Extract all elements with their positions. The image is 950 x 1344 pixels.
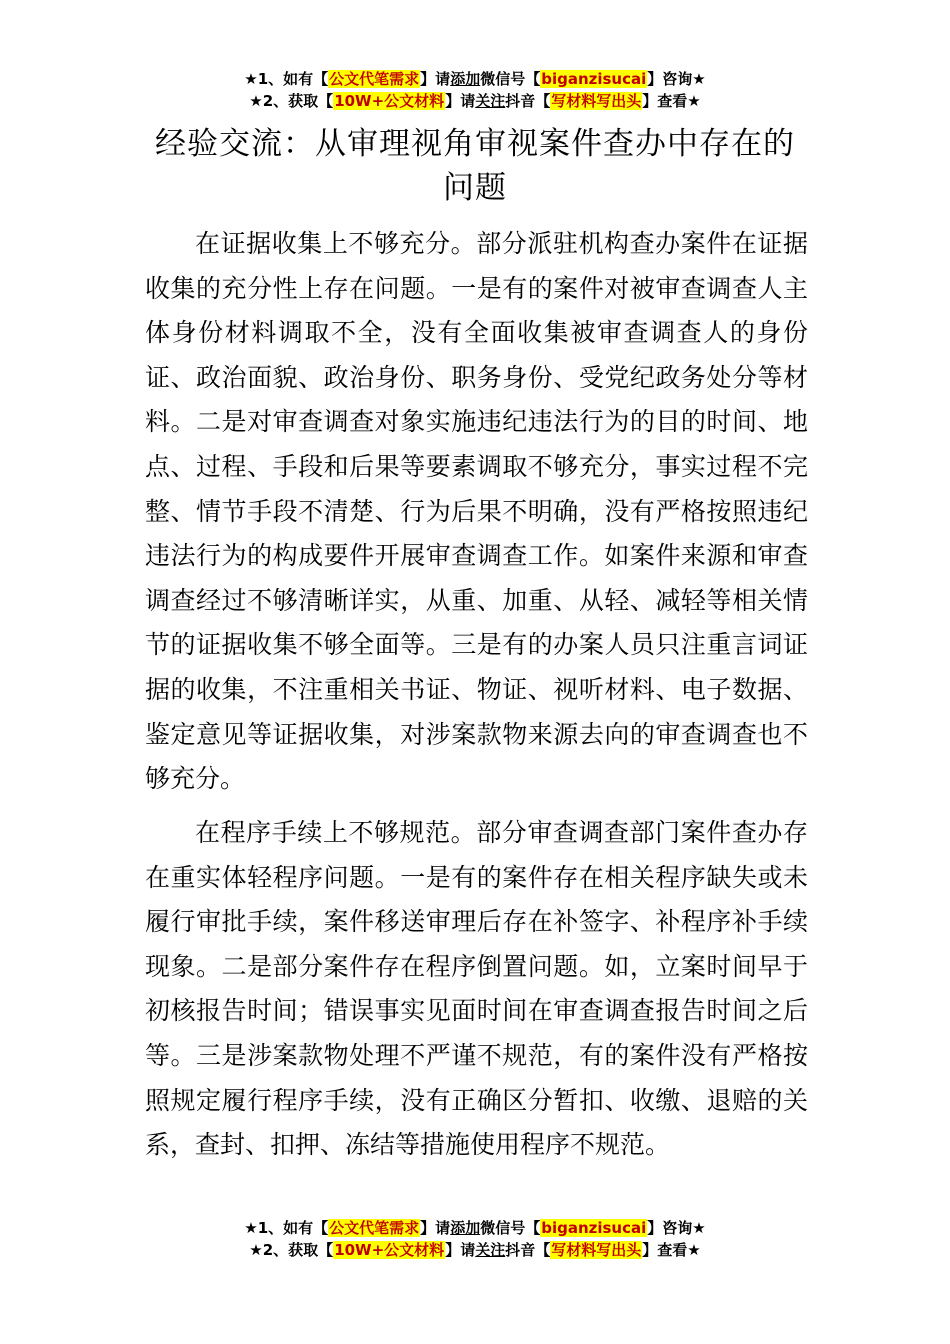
- highlight-text: 10W+公文材料: [334, 92, 445, 110]
- banner-text: ★1、如有【: [244, 1219, 329, 1237]
- banner-line-1: [0, 68, 950, 90]
- banner-text: 】请: [420, 1219, 451, 1237]
- banner-text: 微信号【: [480, 70, 541, 88]
- highlight-text: 公文代笔需求: [329, 70, 420, 88]
- wechat-id-highlight: biganzisucai: [541, 70, 647, 88]
- banner-line-2: [0, 90, 950, 112]
- banner-text: 】查看★: [642, 92, 701, 110]
- underlined-text: 添加: [450, 1219, 481, 1237]
- document-title: 经验交流：从审理视角审视案件查办中存在的问题: [155, 126, 795, 206]
- banner-text: 】查看★: [642, 1241, 701, 1259]
- footer-banner: [0, 1217, 950, 1261]
- banner-text: 抖音【: [505, 92, 551, 110]
- banner-line-2: [0, 1239, 950, 1261]
- underlined-text: 关注: [475, 1241, 506, 1259]
- banner-text: 】咨询★: [647, 70, 706, 88]
- douyin-id-highlight: 写材料写出头: [551, 92, 642, 110]
- banner-text: 微信号【: [480, 1219, 541, 1237]
- banner-text: 】请: [445, 92, 476, 110]
- body-paragraph-evidence: 在证据收集上不够充分。部分派驻机构查办案件在证据收集的充分性上存在问题。一是有的案件对被审查调查人主体身份材料调取不全，没有全面收集被审查调查人的身份证、政治面貌、政治身份、职务身份、受党纪政务处分等材料。二是对审查调查对象实施违纪违法行为的目的时间、地点、过程、手段和后果等要素调取不够充分，事实过程不完整、情节手段不清楚、行为后果不明确，没有严格按照违纪违法行为的构成要件开展审查调查工作。如案件来源和审查调查经过不够清晰详实，从重、加重、从轻、减轻等相关情节的证据收集不够全面等。三是有的办案人员只注重言词证据的收集，不注重相关书证、物证、视听材料、电子数据、鉴定意见等证据收集，对涉案款物来源去向的审查调查也不够充分。: [145, 229, 808, 794]
- highlight-text: 公文代笔需求: [329, 1219, 420, 1237]
- banner-text: ★2、获取【: [249, 92, 334, 110]
- banner-text: ★2、获取【: [249, 1241, 334, 1259]
- wechat-id-highlight: biganzisucai: [541, 1219, 647, 1237]
- banner-text: ★1、如有【: [244, 70, 329, 88]
- underlined-text: 关注: [475, 92, 506, 110]
- banner-text: 抖音【: [505, 1241, 551, 1259]
- highlight-text: 10W+公文材料: [334, 1241, 445, 1259]
- banner-line-1: [0, 1217, 950, 1239]
- douyin-id-highlight: 写材料写出头: [551, 1241, 642, 1259]
- banner-text: 】请: [420, 70, 451, 88]
- banner-text: 】咨询★: [647, 1219, 706, 1237]
- underlined-text: 添加: [450, 70, 481, 88]
- banner-text: 】请: [445, 1241, 476, 1259]
- body-paragraph-procedure: 在程序手续上不够规范。部分审查调查部门案件查办存在重实体轻程序问题。一是有的案件存在相关程序缺失或未履行审批手续，案件移送审理后存在补签字、补程序补手续现象。二是部分案件存在程序倒置问题。如，立案时间早于初核报告时间；错误事实见面时间在审查调查报告时间之后等。三是涉案款物处理不严谨不规范，有的案件没有严格按照规定履行程序手续，没有正确区分暂扣、收缴、退赔的关系，查封、扣押、冻结等措施使用程序不规范。: [145, 818, 808, 1160]
- header-banner: [0, 68, 950, 112]
